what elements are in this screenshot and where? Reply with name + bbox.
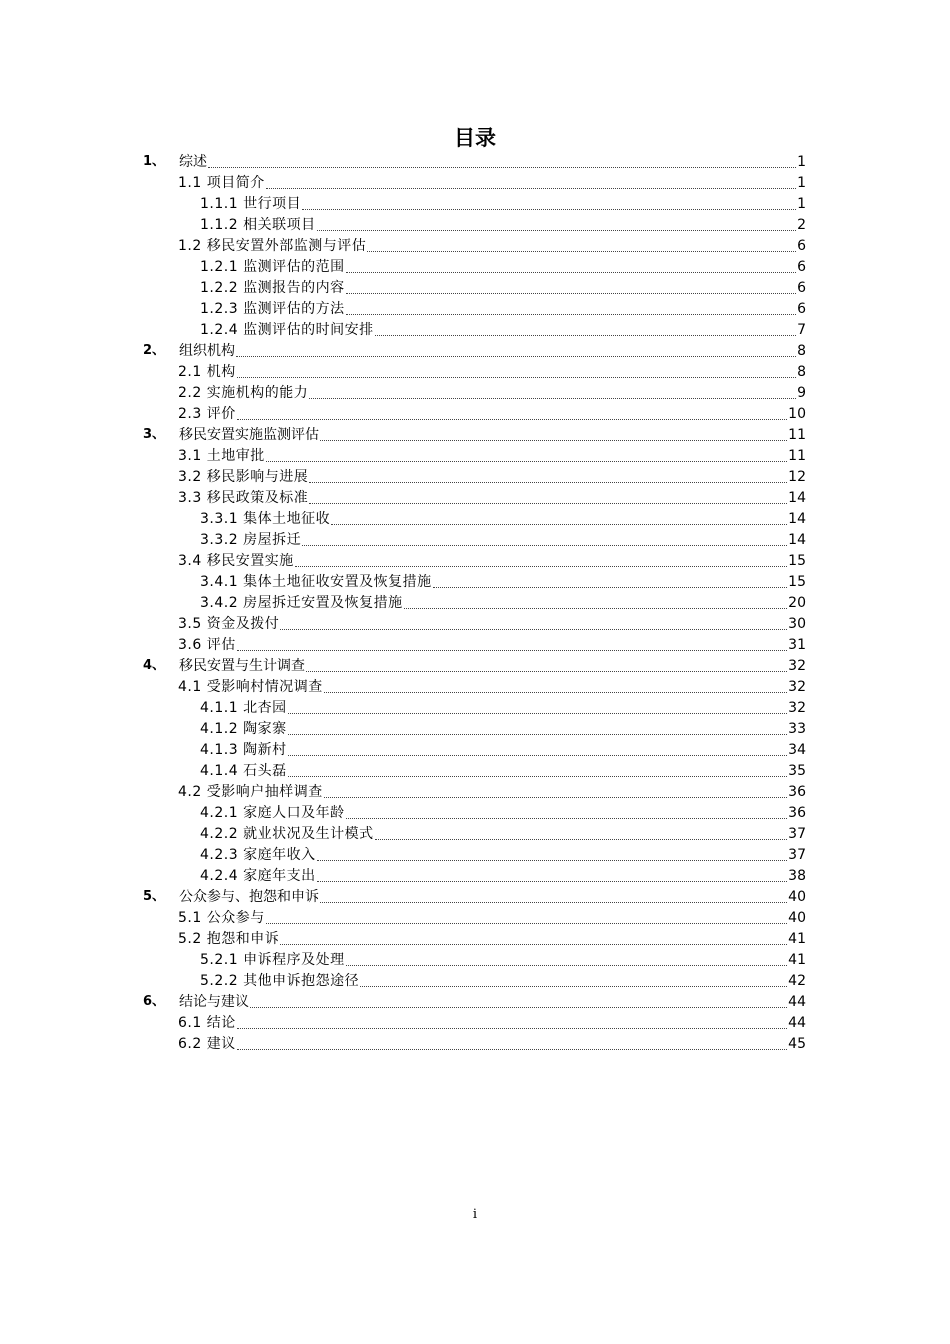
dot-leader [280, 934, 787, 945]
dot-leader [375, 325, 797, 336]
toc-entry-label: 3.6 评估 [178, 637, 236, 653]
dot-leader [324, 787, 787, 798]
dot-leader [320, 892, 787, 903]
toc-entry[interactable] [200, 759, 806, 780]
toc-entry-label: 5.2 抱怨和申诉 [178, 931, 280, 947]
toc-entry-page: 30 [788, 616, 806, 632]
toc-entry-label: 3.5 资金及拨付 [178, 616, 280, 632]
toc-entry[interactable] [200, 570, 806, 591]
toc-entry-page: 37 [788, 826, 806, 842]
toc-entry-page: 38 [788, 868, 806, 884]
toc-entry-label: 公众参与、抱怨和申诉 [179, 889, 319, 905]
toc-entry-page: 15 [788, 574, 806, 590]
toc-entry-page: 12 [788, 469, 806, 485]
toc-entry-label: 4.1.3 陶新村 [200, 742, 287, 758]
toc-entry[interactable] [200, 738, 806, 759]
toc-entry-label: 结论与建议 [179, 994, 249, 1010]
toc-entry[interactable] [143, 339, 806, 360]
toc-entry-page: 7 [797, 322, 806, 338]
dot-leader [237, 1018, 787, 1029]
toc-entry-label: 3.4.2 房屋拆迁安置及恢复措施 [200, 595, 403, 611]
dot-leader [295, 556, 787, 567]
toc-entry[interactable] [178, 402, 806, 423]
toc-entry[interactable] [200, 255, 806, 276]
toc-entry[interactable] [178, 906, 806, 927]
dot-leader [237, 367, 796, 378]
dot-leader [320, 430, 787, 441]
toc-entry[interactable] [200, 948, 806, 969]
toc-entry-number: 1、 [143, 154, 166, 169]
toc-entry-label: 2.3 评价 [178, 406, 236, 422]
toc-entry-page: 1 [797, 154, 806, 170]
dot-leader [266, 451, 787, 462]
toc-entry-page: 40 [788, 889, 806, 905]
toc-entry[interactable] [143, 990, 806, 1011]
toc-entry[interactable] [200, 507, 806, 528]
toc-entry-page: 44 [788, 1015, 806, 1031]
toc-entry-label: 1.1 项目简介 [178, 175, 265, 191]
toc-entry-label: 组织机构 [179, 343, 235, 359]
toc-entry[interactable] [178, 1011, 806, 1032]
toc-entry[interactable] [200, 717, 806, 738]
toc-entry[interactable] [143, 654, 806, 675]
toc-entry[interactable] [200, 843, 806, 864]
toc-entry-label: 1.2.1 监测评估的范围 [200, 259, 345, 275]
toc-entry[interactable] [200, 822, 806, 843]
toc-entry[interactable] [200, 297, 806, 318]
dot-leader [250, 997, 787, 1008]
toc-entry-page: 6 [797, 259, 806, 275]
toc-entry-page: 33 [788, 721, 806, 737]
toc-entry[interactable] [178, 381, 806, 402]
toc-entry-label: 综述 [179, 154, 207, 170]
toc-entry-label: 2.1 机构 [178, 364, 236, 380]
toc-entry[interactable] [178, 465, 806, 486]
toc-entry-page: 11 [788, 448, 806, 464]
toc-entry-page: 15 [788, 553, 806, 569]
toc-entry[interactable] [178, 486, 806, 507]
toc-entry-label: 3.2 移民影响与进展 [178, 469, 309, 485]
toc-entry-label: 2.2 实施机构的能力 [178, 385, 309, 401]
dot-leader [266, 178, 796, 189]
toc-entry[interactable] [178, 549, 806, 570]
dot-leader [324, 682, 787, 693]
toc-entry-label: 4.2.2 就业状况及生计模式 [200, 826, 374, 842]
dot-leader [433, 577, 788, 588]
toc-entry-page: 8 [797, 364, 806, 380]
toc-entry-page: 6 [797, 280, 806, 296]
toc-entry-label: 4.1 受影响村情况调查 [178, 679, 323, 695]
toc-entry[interactable] [200, 528, 806, 549]
toc-entry[interactable] [143, 423, 806, 444]
toc-entry-page: 10 [788, 406, 806, 422]
dot-leader [331, 514, 787, 525]
dot-leader [288, 766, 788, 777]
toc-entry-number: 3、 [143, 427, 166, 442]
dot-leader [404, 598, 788, 609]
toc-entry-page: 36 [788, 805, 806, 821]
toc-entry[interactable] [178, 612, 806, 633]
dot-leader [346, 955, 788, 966]
toc-entry-label: 4.2.3 家庭年收入 [200, 847, 316, 863]
toc-entry-page: 41 [788, 952, 806, 968]
toc-entry[interactable] [200, 213, 806, 234]
toc-entry-label: 4.1.4 石头磊 [200, 763, 287, 779]
toc-entry[interactable] [178, 780, 806, 801]
toc-entry[interactable] [178, 675, 806, 696]
toc-entry[interactable] [178, 1032, 806, 1053]
toc-entry-page: 2 [797, 217, 806, 233]
toc-entry-label: 1.1.1 世行项目 [200, 196, 302, 212]
toc-entry[interactable] [200, 801, 806, 822]
toc-entry-label: 3.3 移民政策及标准 [178, 490, 309, 506]
dot-leader [346, 808, 788, 819]
dot-leader [346, 283, 797, 294]
dot-leader [306, 661, 787, 672]
toc-entry-page: 14 [788, 532, 806, 548]
toc-entry-label: 1.2 移民安置外部监测与评估 [178, 238, 367, 254]
toc-entry-label: 3.3.2 房屋拆迁 [200, 532, 302, 548]
toc-entry-label: 5.2.1 申诉程序及处理 [200, 952, 345, 968]
toc-entry[interactable] [178, 633, 806, 654]
toc-entry[interactable] [178, 444, 806, 465]
toc-entry-label: 5.1 公众参与 [178, 910, 265, 926]
page-number: i [472, 1207, 478, 1222]
dot-leader [237, 409, 787, 420]
dot-leader [237, 640, 787, 651]
toc-entry-label: 5.2.2 其他申诉抱怨途径 [200, 973, 360, 989]
toc-entry-page: 32 [788, 679, 806, 695]
dot-leader [346, 304, 797, 315]
toc-entry-label: 3.4 移民安置实施 [178, 553, 294, 569]
dot-leader [280, 619, 787, 630]
dot-leader [317, 850, 788, 861]
toc-entry[interactable] [200, 318, 806, 339]
toc-entry-label: 3.1 土地审批 [178, 448, 265, 464]
dot-leader [302, 535, 787, 546]
toc-entry[interactable] [200, 969, 806, 990]
toc-entry-label: 1.2.4 监测评估的时间安排 [200, 322, 374, 338]
toc-entry-label: 1.2.3 监测评估的方法 [200, 301, 345, 317]
toc-entry-page: 8 [797, 343, 806, 359]
toc-title: 目录 [454, 126, 496, 150]
toc-entry-page: 1 [797, 196, 806, 212]
dot-leader [309, 472, 787, 483]
toc-entry[interactable] [200, 276, 806, 297]
toc-entry-page: 20 [788, 595, 806, 611]
toc-entry[interactable] [143, 150, 806, 171]
dot-leader [302, 199, 796, 210]
toc-entry-page: 11 [788, 427, 806, 443]
toc-entry[interactable] [178, 171, 806, 192]
toc-entry-label: 4.2 受影响户抽样调查 [178, 784, 323, 800]
dot-leader [375, 829, 788, 840]
toc-entry-page: 35 [788, 763, 806, 779]
toc-entry[interactable] [143, 885, 806, 906]
toc-entry-number: 4、 [143, 658, 166, 673]
toc-entry-page: 45 [788, 1036, 806, 1052]
dot-leader [367, 241, 796, 252]
toc-entry-page: 44 [788, 994, 806, 1010]
toc-entry[interactable] [200, 696, 806, 717]
dot-leader [237, 1039, 787, 1050]
toc-entry[interactable] [178, 927, 806, 948]
dot-leader [317, 220, 797, 231]
dot-leader [317, 871, 788, 882]
toc-entry-label: 3.4.1 集体土地征收安置及恢复措施 [200, 574, 432, 590]
toc-entry-page: 37 [788, 847, 806, 863]
toc-entry-page: 32 [788, 700, 806, 716]
toc-entry-page: 31 [788, 637, 806, 653]
toc-entry-label: 4.2.1 家庭人口及年龄 [200, 805, 345, 821]
dot-leader [346, 262, 797, 273]
toc-entry[interactable] [200, 591, 806, 612]
toc-entry-label: 3.3.1 集体土地征收 [200, 511, 331, 527]
toc-entry-label: 1.1.2 相关联项目 [200, 217, 316, 233]
toc-entry-number: 6、 [143, 994, 166, 1009]
toc-entry-label: 4.1.1 北杏园 [200, 700, 287, 716]
toc-entry-label: 6.2 建议 [178, 1036, 236, 1052]
toc-entry[interactable] [178, 234, 806, 255]
dot-leader [309, 493, 787, 504]
toc-entry-page: 9 [797, 385, 806, 401]
dot-leader [288, 703, 788, 714]
toc-entry-label: 移民安置与生计调查 [179, 658, 305, 674]
toc-entry-page: 6 [797, 301, 806, 317]
toc-entry-page: 42 [788, 973, 806, 989]
toc-entry-page: 36 [788, 784, 806, 800]
toc-entry-page: 14 [788, 511, 806, 527]
dot-leader [288, 745, 788, 756]
dot-leader [266, 913, 787, 924]
toc-entry-label: 4.2.4 家庭年支出 [200, 868, 316, 884]
toc-entry[interactable] [178, 360, 806, 381]
toc-entry-page: 14 [788, 490, 806, 506]
toc-entry-page: 34 [788, 742, 806, 758]
toc-entry-page: 6 [797, 238, 806, 254]
toc-entry-page: 1 [797, 175, 806, 191]
toc-entry-label: 6.1 结论 [178, 1015, 236, 1031]
toc-entry[interactable] [200, 192, 806, 213]
toc-entry-label: 移民安置实施监测评估 [179, 427, 319, 443]
toc-entry[interactable] [200, 864, 806, 885]
toc-entry-number: 5、 [143, 889, 166, 904]
dot-leader [360, 976, 787, 987]
dot-leader [288, 724, 788, 735]
toc-entry-page: 41 [788, 931, 806, 947]
dot-leader [309, 388, 796, 399]
toc-entry-page: 32 [788, 658, 806, 674]
toc-entry-label: 4.1.2 陶家寨 [200, 721, 287, 737]
dot-leader [236, 346, 796, 357]
dot-leader [208, 157, 796, 168]
toc-entry-label: 1.2.2 监测报告的内容 [200, 280, 345, 296]
toc-entry-page: 40 [788, 910, 806, 926]
toc-entry-number: 2、 [143, 343, 166, 358]
